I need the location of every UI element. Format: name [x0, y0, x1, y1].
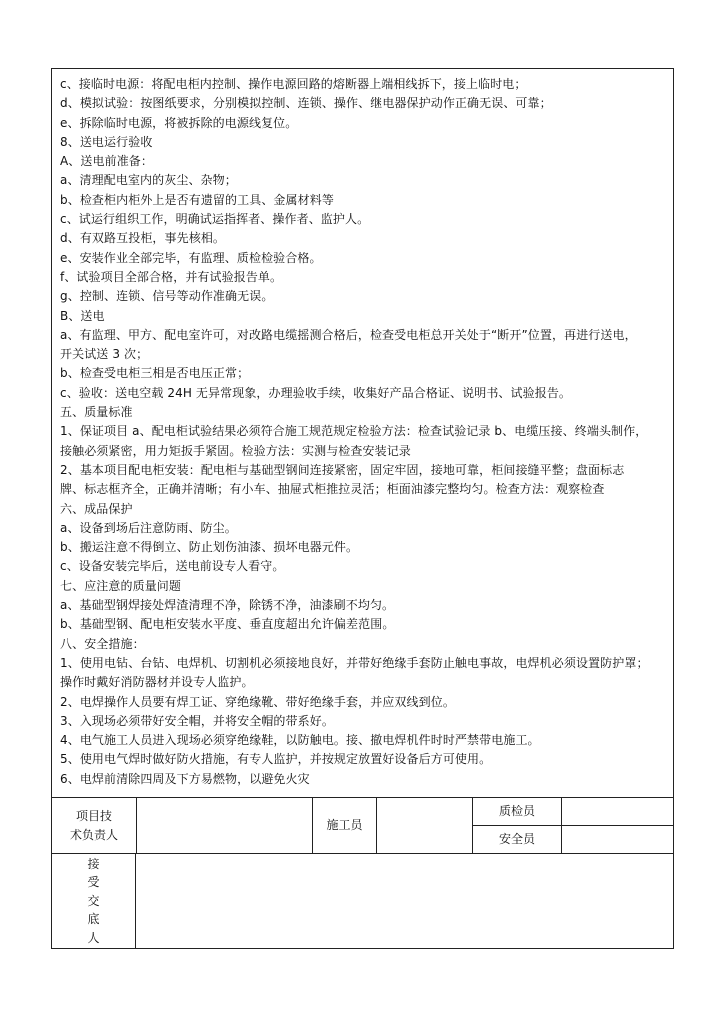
safety-officer-label: 安全员 [498, 832, 535, 846]
content-line: a、设备到场后注意防雨、防尘。 [60, 520, 237, 535]
content-line: e、安装作业全部完毕，有监理、质检检验合格。 [60, 250, 322, 265]
handover-document [51, 68, 674, 949]
worker-label: 施工员 [326, 818, 363, 832]
content-line: 3、入现场必须带好安全帽，并将安全帽的带系好。 [60, 713, 334, 728]
content-line: B、送电 [60, 308, 105, 323]
receiver-label-char: 受 [87, 875, 100, 890]
signature-row [52, 798, 673, 854]
tech-lead-signature-field[interactable] [137, 798, 312, 853]
content-line: 6、电焊前清除四周及下方易燃物，以避免火灾 [60, 771, 310, 786]
content-line: 5、使用电气焊时做好防火措施，有专人监护，并按规定放置好设备后方可使用。 [60, 752, 492, 767]
content-line: 2、电焊操作人员要有焊工证、穿绝缘靴、带好绝缘手套，并应双线到位。 [60, 694, 455, 709]
receiver-label-char: 人 [87, 930, 100, 945]
receiver-label-char: 底 [87, 912, 100, 927]
content-line: c、试运行组织工作，明确试运指挥者、操作者、监护人。 [60, 212, 370, 227]
content-line: b、检查柜内柜外上是否有遗留的工具、金属材料等 [60, 192, 334, 207]
content-line: a、清理配电室内的灰尘、杂物； [60, 173, 237, 188]
content-line: b、基础型钢、配电柜安装水平度、垂直度超出允许偏差范围。 [60, 617, 395, 632]
content-line: c、设备安装完毕后，送电前设专人看守。 [60, 559, 285, 574]
quality-inspector-signature-field[interactable] [562, 798, 673, 825]
content-line: 接触必须紧密，用力矩扳手紧固。检验方法：实测与检查安装记录 [60, 443, 411, 458]
content-line: 开关试送 3 次； [60, 347, 149, 362]
content-line: 操作时戴好消防器材并设专人监护。 [60, 675, 254, 690]
receiver-label [52, 854, 136, 948]
worker-signature-field[interactable] [377, 798, 472, 853]
content-line: 七、应注意的质量问题 [60, 578, 182, 593]
tech-lead-label [52, 798, 136, 853]
content-line: A、送电前准备： [60, 154, 154, 169]
receiver-signature-field[interactable] [137, 854, 673, 948]
content-line: 1、保证项目 a、配电柜试验结果必须符合施工规范规定检验方法：检查试验记录 b、电缆压接、终端头制作， [60, 424, 648, 439]
tech-lead-label-line1: 项目技 [75, 808, 112, 823]
content-line: 八、安全措施： [60, 636, 145, 651]
content-line: 五、质量标准 [60, 405, 133, 420]
receiver-label-char: 交 [87, 893, 100, 908]
content-section [52, 69, 673, 798]
safety-officer-signature-field[interactable] [562, 826, 673, 853]
content-line: b、检查受电柜三相是否电压正常； [60, 366, 250, 381]
content-line: 六、成品保护 [60, 501, 133, 516]
content-line: d、有双路互投柜，事先核相。 [60, 231, 226, 246]
content-line: e、拆除临时电源，将被拆除的电源线复位。 [60, 115, 298, 130]
content-line: f、试验项目全部合格，并有试验报告单。 [60, 269, 283, 284]
receiver-row [52, 854, 673, 948]
content-line: c、接临时电源：将配电柜内控制、操作电源回路的熔断器上端相线拆下，接上临时电； [60, 77, 527, 91]
quality-inspector-label: 质检员 [498, 804, 535, 818]
tech-lead-label-line2: 术负责人 [69, 827, 118, 842]
content-line: g、控制、连锁、信号等动作准确无误。 [60, 289, 274, 304]
content-line: 1、使用电钻、台钻、电焊机、切割机必须接地良好，并带好绝缘手套防止触电事故，电焊机必须设置防护罩； [60, 655, 649, 670]
content-line: 4、电气施工人员进入现场必须穿绝缘鞋，以防触电。接、撤电焊机件时时严禁带电施工。 [60, 733, 540, 748]
receiver-label-char: 接 [87, 856, 100, 871]
content-line: 牌、标志框齐全，正确并清晰；有小车、抽屉式柜推拉灵活；柜面油漆完整均匀。检查方法：观察检查 [60, 482, 605, 497]
content-line: d、模拟试验：按图纸要求，分别模拟控制、连锁、操作、继电器保护动作正确无误、可靠； [60, 96, 552, 111]
content-line: a、基础型钢焊接处焊渣清理不净，除锈不净，油漆刷不均匀。 [60, 598, 395, 613]
content-line: 8、送电运行验收 [60, 134, 153, 149]
content-line: c、验收：送电空载 24H 无异常现象，办理验收手续，收集好产品合格证、说明书、试验报告。 [60, 385, 572, 400]
content-line: a、有监理、甲方、配电室许可，对改路电缆摇测合格后，检查受电柜总开关处于“断开”位置，再进行送电， [60, 327, 637, 342]
content-line: 2、基本项目配电柜安装：配电柜与基础型钢间连接紧密，固定牢固，接地可靠，柜间接缝平整；盘面标志 [60, 462, 625, 477]
content-line: b、搬运注意不得倒立、防止划伤油漆、损坏电器元件。 [60, 540, 359, 555]
